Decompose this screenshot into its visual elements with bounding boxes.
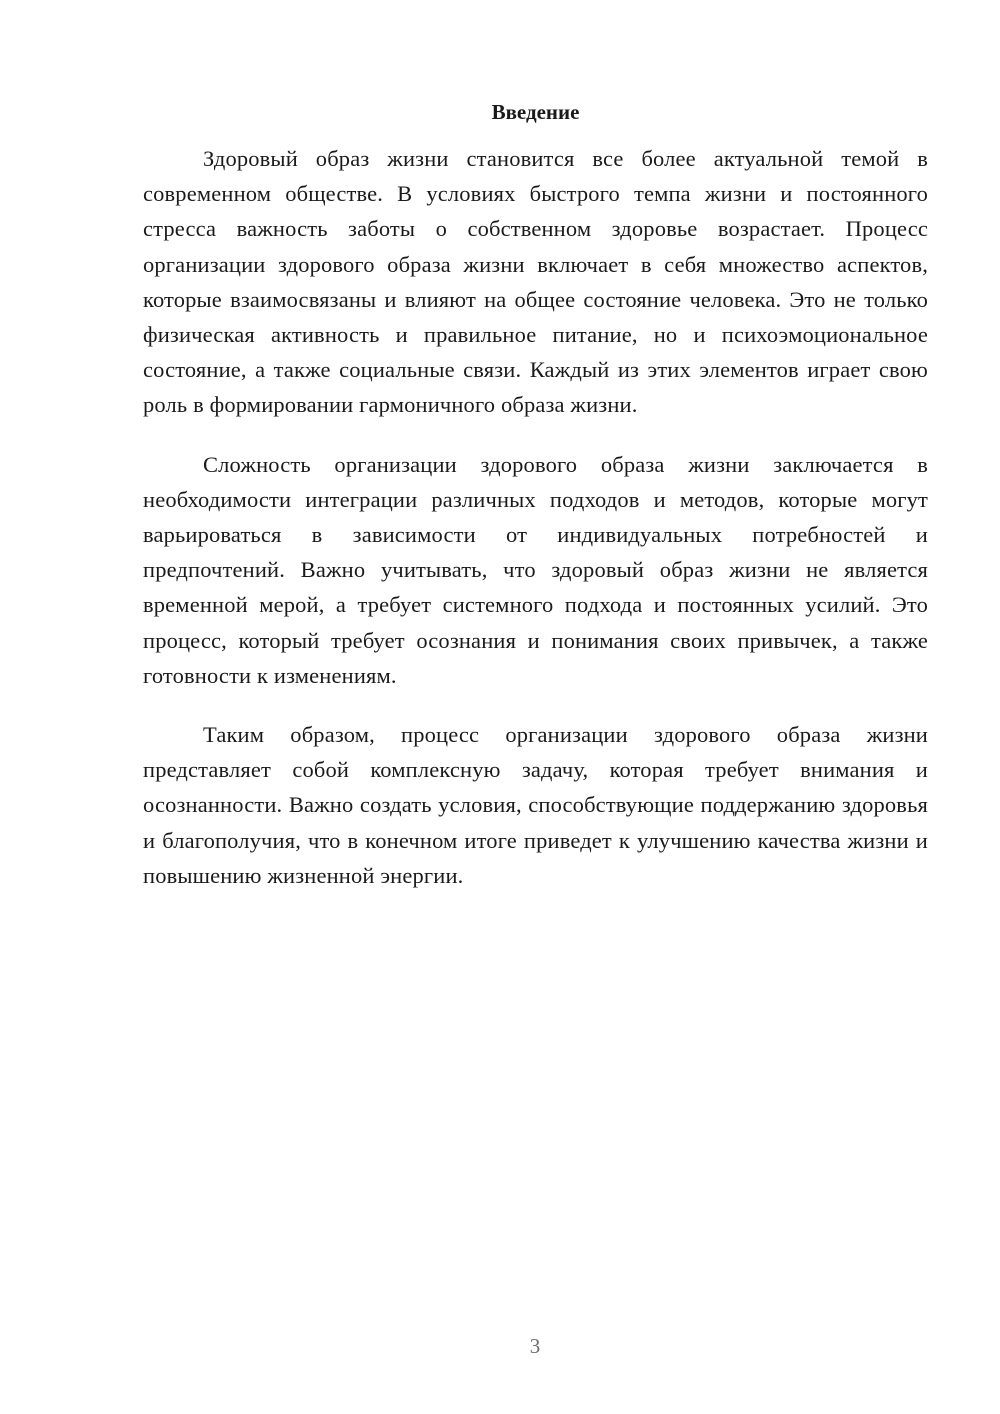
- body-text: [143, 141, 928, 917]
- paragraph-3: Таким образом, процесс организации здорового образа жизни представляет собой комплексную задачу, которая требует внимания и осознанности. Важно создать условия, способствующие поддержанию здоровья и благополучия, что в конечном итоге приведет к улучшению качества жизни и повышению жизненной энергии.: [143, 722, 928, 888]
- section-title: Введение: [491, 100, 580, 124]
- page-number: 3: [529, 1334, 541, 1358]
- paragraph-2: Сложность организации здорового образа жизни заключается в необходимости интеграции различных подходов и методов, которые могут варьироваться в зависимости от индивидуальных потребностей и предпочтений. Важно учитывать, что здоровый образ жизни не является временной мерой, а требует системного подхода и постоянных усилий. Это процесс, который требует осознания и понимания своих привычек, а также готовности к изменениям.: [143, 451, 928, 688]
- paragraph-1: Здоровый образ жизни становится все более актуальной темой в современном обществе. В условиях быстрого темпа жизни и постоянного стресса важность заботы о собственном здоровье возрастает. Процесс организации здорового образа жизни включает в себя множество аспектов, которые взаимосвязаны и влияют на общее состояние человека. Это не только физическая активность и правильное питание, но и психоэмоциональное состояние, а также социальные связи. Каждый из этих элементов играет свою роль в формировании гармоничного образа жизни.: [143, 146, 928, 418]
